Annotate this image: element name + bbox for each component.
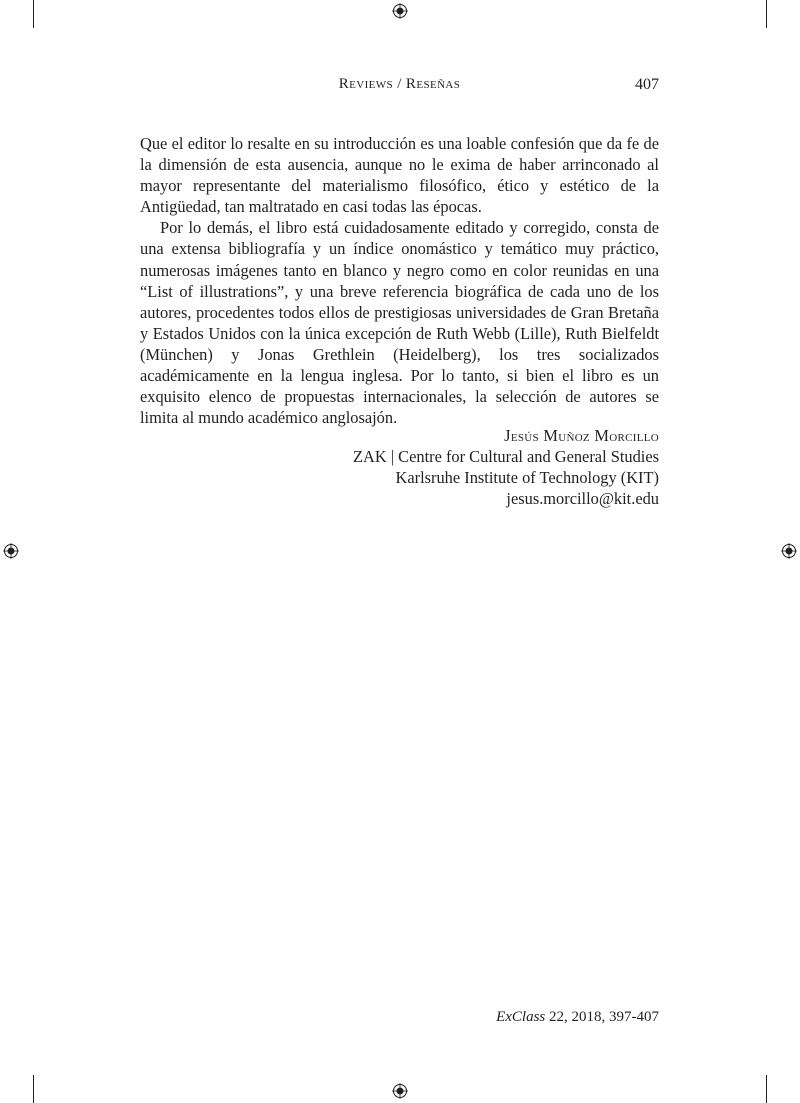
crop-mark-bottom-right bbox=[766, 1075, 767, 1103]
crop-mark-top-right bbox=[766, 0, 767, 28]
affiliation-line-1: ZAK | Centre for Cultural and General Studies bbox=[353, 447, 659, 467]
signature-block bbox=[353, 425, 659, 509]
registration-mark-bottom-icon bbox=[392, 1083, 408, 1099]
page-number: 407 bbox=[635, 76, 659, 93]
crop-mark-bottom-left bbox=[33, 1075, 34, 1103]
author-email: jesus.morcillo@kit.edu bbox=[506, 489, 659, 509]
paragraph-2: Por lo demás, el libro está cuidadosamente editado y corregido, consta de una extensa bibliografía y un índice onomástico y temático muy práctico, numerosas imágenes tanto en blanco y negro como en color reunidas en una “List of illustrations”, y una breve referencia biográfica de cada uno de los autores, procedentes todos ellos de prestigiosas universidades de Gran Bretaña y Estados Unidos con la única excepción de Ruth Webb (Lille), Ruth Bielfeldt (München) y Jonas Grethlein (Heidelberg), los tres socializados académicamente en la lengua inglesa. Por lo tanto, si bien el libro es un exquisito elenco de propuestas internacionales, la selección de autores se limita al mundo académico anglosajón. bbox=[140, 218, 659, 428]
review-body bbox=[140, 133, 659, 428]
registration-mark-left-icon bbox=[3, 543, 19, 559]
footer-citation bbox=[496, 1009, 659, 1026]
journal-name: ExClass bbox=[496, 1009, 546, 1025]
running-head bbox=[140, 76, 659, 96]
registration-mark-right-icon bbox=[781, 543, 797, 559]
crop-mark-top-left bbox=[33, 0, 34, 28]
affiliation-line-2: Karlsruhe Institute of Technology (KIT) bbox=[395, 468, 659, 488]
registration-mark-top-icon bbox=[392, 3, 408, 19]
running-head-title: Reviews / Reseñas bbox=[338, 76, 461, 92]
paragraph-1: Que el editor lo resalte en su introducción es una loable confesión que da fe de la dimensión de esta ausencia, aunque no le exima de haber arrinconado al mayor representante del materialismo filosófico, ético y estético de la Antigüedad, tan maltratado en casi todas las épocas. bbox=[140, 134, 659, 217]
author-name: Jesús Muñoz Morcillo bbox=[504, 426, 659, 445]
citation-details: 22, 2018, 397-407 bbox=[545, 1009, 659, 1025]
